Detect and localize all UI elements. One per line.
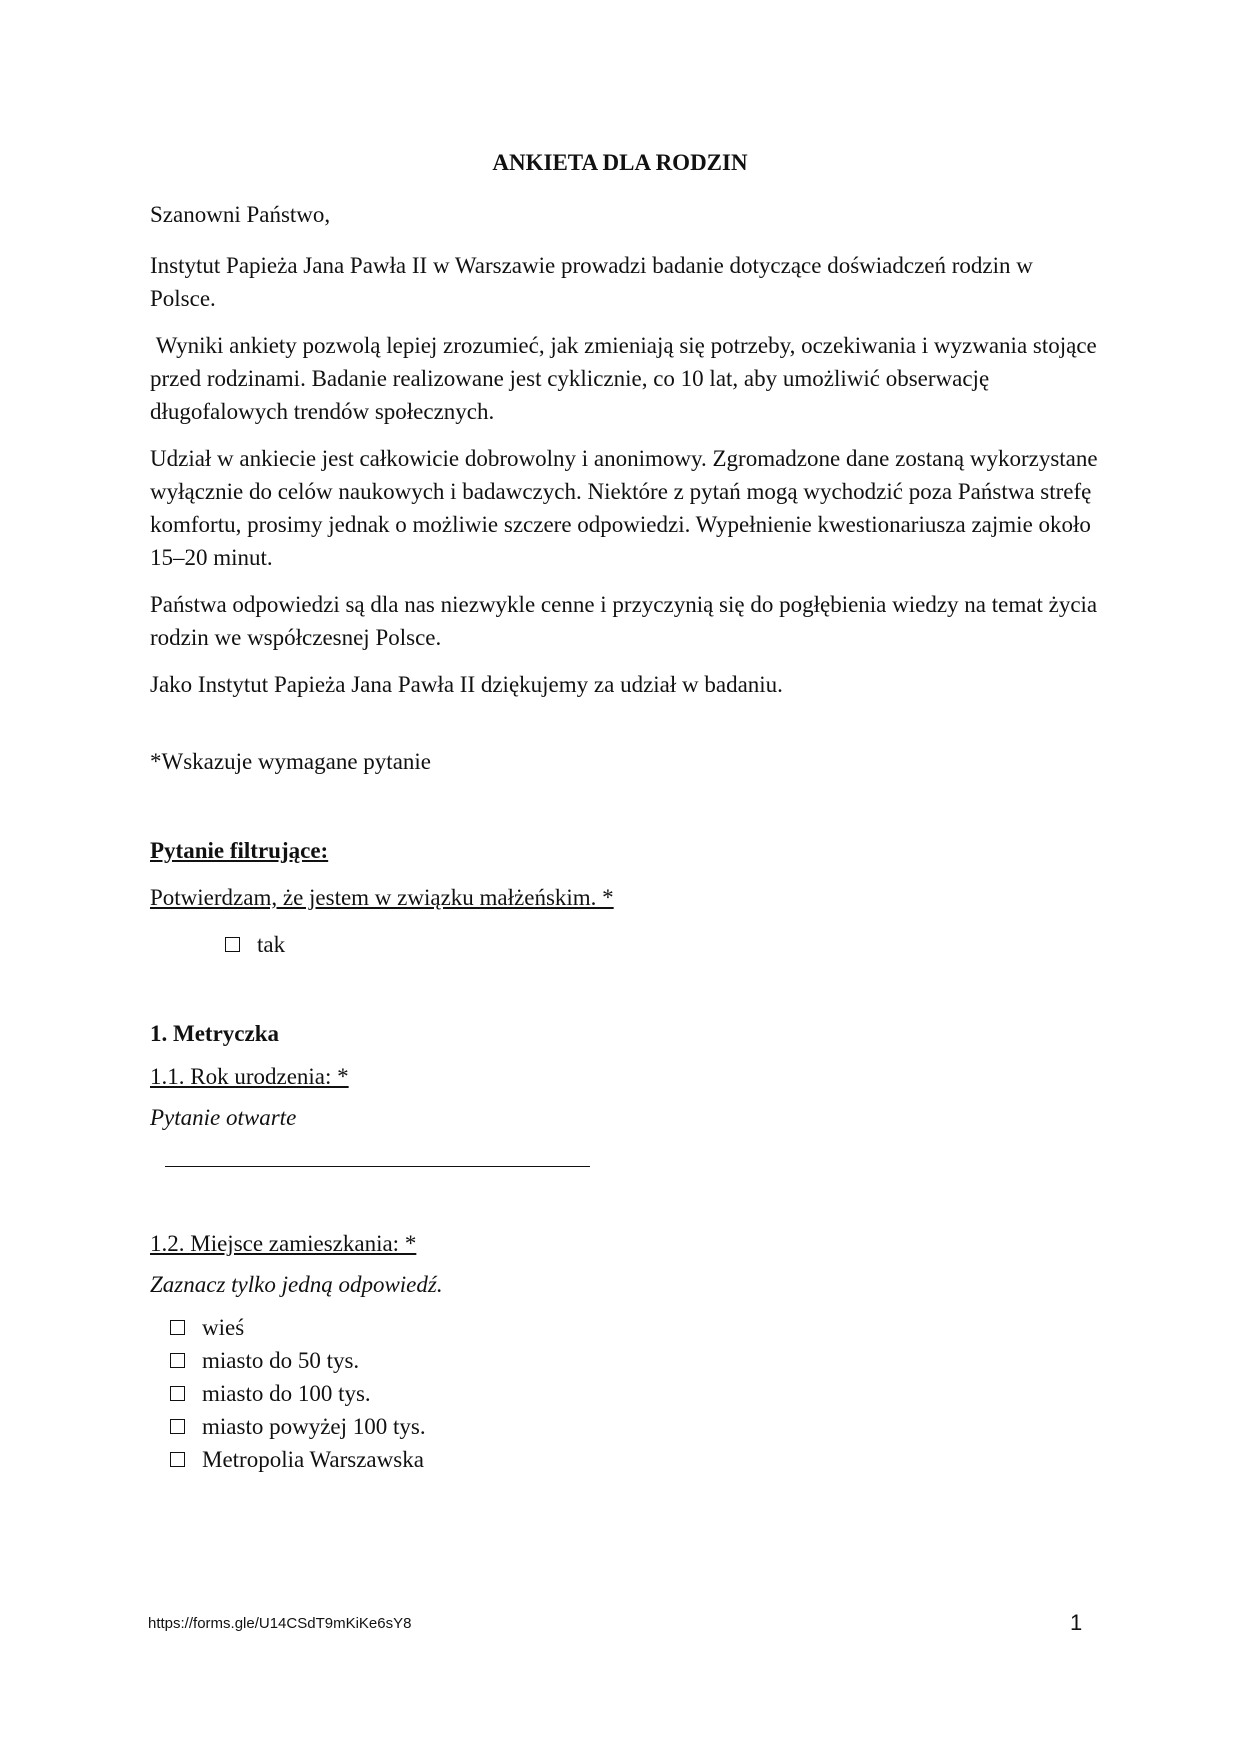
intro-paragraph-1: Instytut Papieża Jana Pawła II w Warszawie prowadzi badanie dotyczące doświadczeń rodzin w Polsce. [150,253,1033,311]
intro-paragraph-2: Wyniki ankiety pozwolą lepiej zrozumieć, jak zmieniają się potrzeby, oczekiwania i wyzwania stojące przed rodzinami. Badanie realizowane jest cyklicznie, co 10 lat, aby umożliwić obserwację długofalowych trendów społecznych. [150,333,1103,424]
document-title: ANKIETA DLA RODZIN [492,150,748,175]
option-label: miasto do 100 tys. [202,1381,371,1406]
checkbox-icon[interactable] [170,1353,185,1368]
option-label: Metropolia Warszawska [202,1447,424,1472]
option-warsaw-metropolis[interactable] [170,1443,1100,1476]
checkbox-icon[interactable] [170,1386,185,1401]
section-1-heading: 1. Metryczka [150,1021,279,1046]
required-note: *Wskazuje wymagane pytanie [150,749,431,774]
checkbox-icon[interactable] [170,1320,185,1335]
page-number: 1 [1070,1610,1083,1635]
question-1-1-label: 1.1. Rok urodzenia: * [150,1064,349,1089]
question-1-2-hint: Zaznacz tylko jedną odpowiedź. [150,1272,443,1297]
option-city-50k[interactable] [170,1344,1100,1377]
question-1-2-label: 1.2. Miejsce zamieszkania: * [150,1231,417,1256]
option-label: miasto powyżej 100 tys. [202,1414,426,1439]
residence-options [170,1311,1100,1476]
option-label: miasto do 50 tys. [202,1348,360,1373]
open-answer-line[interactable] [165,1144,590,1167]
filter-section-heading: Pytanie filtrujące: [150,838,329,863]
greeting: Szanowni Państwo, [150,202,331,227]
intro-paragraph-3: Udział w ankiecie jest całkowicie dobrowolny i anonimowy. Zgromadzone dane zostaną wykorzystane wyłącznie do celów naukowych i badawczych. Niektóre z pytań mogą wychodzić poza Państwa strefę komfortu, prosimy jednak o możliwie szczere odpowiedzi. Wypełnienie kwestionariusza zajmie około 15–20 minut. [150,446,1098,570]
filter-option-tak[interactable] [225,928,1100,961]
intro-paragraph-4: Państwa odpowiedzi są dla nas niezwykle cenne i przyczynią się do pogłębienia wiedzy na temat życia rodzin we współczesnej Polsce. [150,592,1098,650]
checkbox-icon[interactable] [170,1419,185,1434]
option-label: wieś [202,1315,245,1340]
checkbox-icon[interactable] [170,1452,185,1467]
document-body [150,198,1103,1476]
option-city-over-100k[interactable] [170,1410,1100,1443]
filter-question: Potwierdzam, że jestem w związku małżeńskim. * [150,885,614,910]
option-wies[interactable] [170,1311,1100,1344]
intro-paragraph-5: Jako Instytut Papieża Jana Pawła II dziękujemy za udział w badaniu. [150,672,783,697]
option-city-100k[interactable] [170,1377,1100,1410]
spacer [150,715,1100,745]
option-label: tak [257,932,286,957]
question-1-1-hint: Pytanie otwarte [150,1105,297,1130]
checkbox-icon[interactable] [225,937,240,952]
footer-url[interactable]: https://forms.gle/U14CSdT9mKiKe6sY8 [148,1615,412,1632]
